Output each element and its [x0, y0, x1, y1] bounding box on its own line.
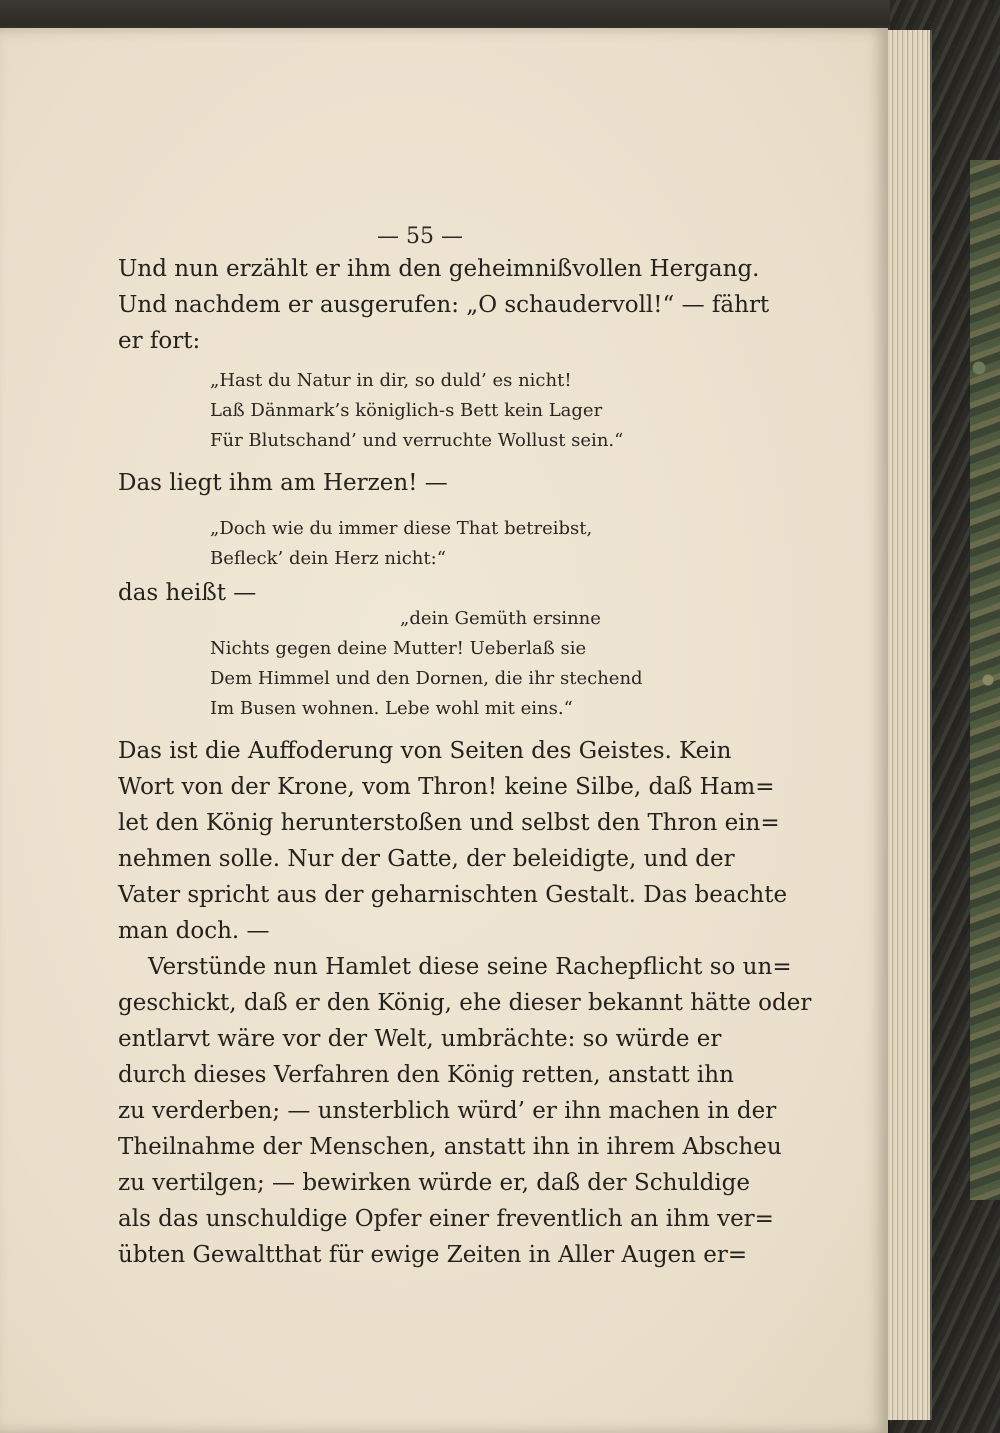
text-line: er fort: — [118, 328, 201, 354]
verse-line: „dein Gemüth ersinne — [400, 608, 601, 629]
text-line: Wort von der Krone, vom Thron! keine Silbe, daß Ham= — [118, 774, 775, 800]
text-line: durch dieses Verfahren den König retten, anstatt ihn — [118, 1062, 734, 1088]
text-line: let den König herunterstoßen und selbst den Thron ein= — [118, 810, 780, 836]
marbled-endpaper — [970, 160, 1000, 1200]
verse-line: Nichts gegen deine Mutter! Ueberlaß sie — [210, 638, 587, 659]
verse-line: Laß Dänmark’s königlich-s Bett kein Lager — [210, 400, 603, 421]
verse-line: Befleck’ dein Herz nicht:“ — [210, 548, 446, 569]
text-line: als das unschuldige Opfer einer freventlich an ihm ver= — [118, 1206, 774, 1232]
book-page — [0, 28, 888, 1433]
text-line: nehmen solle. Nur der Gatte, der beleidigte, und der — [118, 846, 735, 872]
text-line: Theilnahme der Menschen, anstatt ihn in ihrem Abscheu — [118, 1134, 782, 1160]
text-line: Das ist die Auffoderung von Seiten des Geistes. Kein — [118, 738, 732, 764]
text-line: zu vertilgen; — bewirken würde er, daß der Schuldige — [118, 1170, 750, 1196]
text-line: zu verderben; — unsterblich würd’ er ihn machen in der — [118, 1098, 777, 1124]
text-line: man doch. — — [118, 918, 270, 944]
verse-line: Im Busen wohnen. Lebe wohl mit eins.“ — [210, 698, 573, 719]
text-line: Verstünde nun Hamlet diese seine Rachepflicht so un= — [148, 954, 792, 980]
text-line: das heißt — — [118, 580, 257, 606]
text-line: Vater spricht aus der geharnischten Gestalt. Das beachte — [118, 882, 788, 908]
text-line: geschickt, daß er den König, ehe dieser bekannt hätte oder — [118, 990, 812, 1016]
page-number: — 55 — — [377, 224, 463, 249]
text-line: Und nun erzählt er ihm den geheimnißvollen Hergang. — [118, 256, 760, 282]
verse-line: „Hast du Natur in dir, so duld’ es nicht! — [210, 370, 572, 391]
text-line: Das liegt ihm am Herzen! — — [118, 470, 448, 496]
verse-line: „Doch wie du immer diese That betreibst, — [210, 518, 593, 539]
text-line: entlarvt wäre vor der Welt, umbrächte: so würde er — [118, 1026, 722, 1052]
verse-line: Für Blutschand’ und verruchte Wollust sein.“ — [210, 430, 624, 451]
text-line: übten Gewaltthat für ewige Zeiten in Aller Augen er= — [118, 1242, 748, 1268]
verse-line: Dem Himmel und den Dornen, die ihr stechend — [210, 668, 643, 689]
text-line: Und nachdem er ausgerufen: „O schaudervoll!“ — fährt — [118, 292, 770, 318]
